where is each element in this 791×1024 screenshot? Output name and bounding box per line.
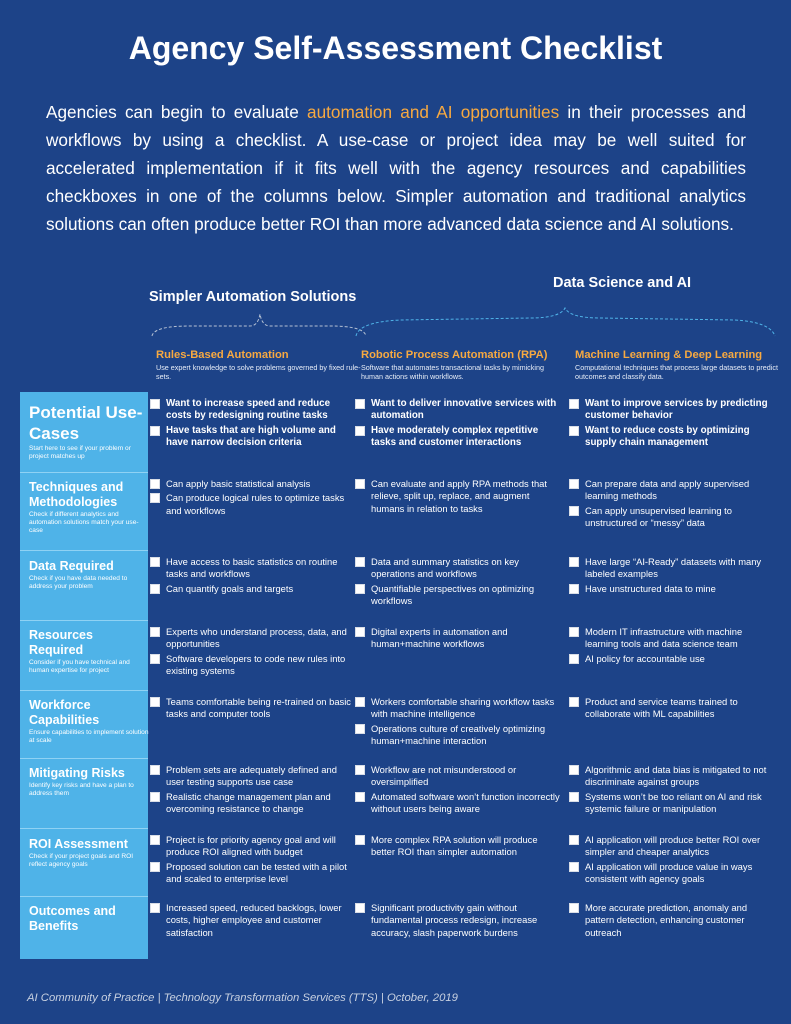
row-label-6	[29, 837, 149, 869]
checklist-item	[355, 764, 560, 789]
checklist-item-text: AI application will produce better ROI over simpler and cheaper analytics	[585, 834, 761, 858]
checklist-item-text: Want to improve services by predicting customer behavior	[585, 398, 768, 422]
checklist-item	[355, 626, 560, 651]
checkbox[interactable]	[355, 792, 365, 802]
checkbox[interactable]	[150, 765, 160, 775]
checklist-item	[150, 696, 355, 721]
checkbox[interactable]	[569, 792, 579, 802]
column-header-1	[361, 348, 566, 381]
checklist-item	[150, 425, 355, 450]
checklist-item	[150, 834, 355, 859]
checkbox[interactable]	[150, 697, 160, 707]
checklist-item	[569, 791, 774, 816]
checklist-cell	[150, 696, 355, 723]
checklist-item-text: Teams comfortable being re-trained on basic tasks and computer tools	[166, 696, 351, 720]
checkbox[interactable]	[355, 903, 365, 913]
row-label-2	[29, 559, 149, 591]
checklist-item-text: More complex RPA solution will produce better ROI than simpler automation	[371, 834, 538, 858]
row-label-5	[29, 766, 149, 798]
checklist-item	[150, 583, 355, 595]
checklist-item	[150, 902, 355, 939]
checklist-item	[150, 764, 355, 789]
intro-text-after: in their processes and workflows by using a checklist. A use-case or project idea may be well suited for accelerated implementation if it fits well with the agency resources and capabilities checkboxes in one of the columns below. Simpler automation and traditional analytics solutions can often produce better ROI than more advanced data science and AI solutions.	[46, 102, 746, 234]
checklist-item-text: Problem sets are adequately defined and user testing supports use case	[166, 764, 337, 788]
checklist-item	[355, 583, 560, 608]
checklist-item	[150, 478, 355, 490]
checklist-item	[569, 834, 774, 859]
checkbox[interactable]	[150, 835, 160, 845]
row-subtitle: Consider if you have technical and human expertise for project	[29, 659, 130, 674]
checklist-item	[355, 556, 560, 581]
checkbox[interactable]	[569, 584, 579, 594]
checkbox[interactable]	[569, 903, 579, 913]
row-subtitle: Ensure capabilities to implement solution at scale	[29, 729, 149, 744]
row-subtitle: Check if your project goals and ROI reflect agency goals	[29, 853, 134, 868]
checklist-cell	[150, 478, 355, 519]
row-label-3	[29, 628, 149, 675]
checkbox[interactable]	[569, 627, 579, 637]
group-label-data-science-ai: Data Science and AI	[553, 275, 692, 291]
checklist-item-text: Workflow are not misunderstood or oversimplified	[371, 764, 517, 788]
intro-highlight: automation and AI opportunities	[307, 102, 560, 122]
column-title: Rules-Based Automation	[156, 349, 289, 361]
checklist-item-text: Increased speed, reduced backlogs, lower costs, higher employee and customer satisfaction	[166, 902, 342, 938]
checklist-cell	[569, 764, 774, 817]
checklist-item-text: Can evaluate and apply RPA methods that relieve, split up, replace, and augment humans in relation to tasks	[371, 478, 547, 514]
checkbox[interactable]	[569, 862, 579, 872]
row-title: Potential Use-Cases	[29, 403, 143, 443]
grouping-braces	[150, 300, 780, 350]
intro-text-before: Agencies can begin to evaluate	[46, 102, 308, 122]
checklist-cell	[569, 696, 774, 723]
checklist-item-text: Realistic change management plan and overcoming resistance to change	[166, 790, 331, 814]
checkbox[interactable]	[150, 627, 160, 637]
checkbox[interactable]	[150, 426, 160, 436]
checklist-cell	[150, 764, 355, 817]
checkbox[interactable]	[569, 654, 579, 664]
row-label-1	[29, 480, 149, 535]
checklist-item-text: Project is for priority agency goal and will produce ROI aligned with budget	[166, 834, 336, 858]
checkbox[interactable]	[150, 557, 160, 567]
checklist-item	[569, 861, 774, 886]
checklist-item-text: Data and summary statistics on key operations and workflows	[371, 556, 519, 580]
checklist-item	[355, 478, 560, 515]
column-title: Machine Learning & Deep Learning	[575, 349, 763, 361]
checkbox[interactable]	[150, 903, 160, 913]
checklist-item	[150, 861, 355, 886]
checkbox[interactable]	[569, 765, 579, 775]
checklist-item	[569, 626, 774, 651]
checkbox[interactable]	[355, 835, 365, 845]
column-title: Robotic Process Automation (RPA)	[361, 349, 548, 361]
checklist-item	[150, 492, 355, 517]
row-title: Techniques and Methodologies	[29, 480, 124, 509]
checklist-item	[569, 478, 774, 503]
checklist-cell	[150, 398, 355, 451]
checklist-item-text: Have large “AI-Ready” datasets with many labeled examples	[585, 556, 762, 580]
row-divider	[20, 690, 148, 691]
column-subtitle: Computational techniques that process large datasets to predict outcomes and classify data.	[575, 363, 778, 381]
checkbox[interactable]	[355, 426, 365, 436]
checklist-item-text: Proposed solution can be tested with a pilot and scaled to enterprise level	[166, 860, 347, 884]
row-divider	[20, 550, 148, 551]
row-label-0	[29, 402, 149, 461]
checklist-cell	[569, 478, 774, 531]
checklist-item-text: Can produce logical rules to optimize tasks and workflows	[166, 492, 345, 516]
checklist-item	[355, 902, 560, 939]
checklist-item-text: Operations culture of creatively optimizing human+machine interaction	[371, 722, 546, 746]
checklist-cell	[569, 398, 774, 451]
checklist-cell	[355, 902, 560, 941]
row-title: Data Required	[29, 559, 114, 573]
checklist-item	[150, 653, 355, 678]
checklist-cell	[569, 556, 774, 597]
checklist-item	[569, 653, 774, 665]
group-label-simpler-automation: Simpler Automation Solutions	[149, 289, 357, 305]
checkbox[interactable]	[355, 479, 365, 489]
checkbox[interactable]	[569, 479, 579, 489]
checkbox[interactable]	[355, 557, 365, 567]
checkbox[interactable]	[150, 399, 160, 409]
row-subtitle: Check if you have data needed to address your problem	[29, 575, 128, 590]
checklist-item	[355, 425, 560, 450]
row-divider	[20, 620, 148, 621]
checklist-cell	[569, 834, 774, 887]
checklist-item-text: Have tasks that are high volume and have narrow decision criteria	[166, 424, 336, 448]
footer-credit: AI Community of Practice | Technology Transformation Services (TTS) | October, 2019	[27, 992, 458, 1004]
checklist-item-text: Quantifiable perspectives on optimizing workflows	[371, 582, 535, 606]
checklist-cell	[355, 696, 560, 749]
checkbox[interactable]	[569, 835, 579, 845]
checkbox[interactable]	[150, 654, 160, 664]
checklist-item-text: Product and service teams trained to collaborate with ML capabilities	[585, 696, 738, 720]
checklist-cell	[569, 626, 774, 667]
checklist-item	[569, 764, 774, 789]
checklist-item	[355, 398, 560, 423]
checklist-item	[150, 556, 355, 581]
row-title: Resources Required	[29, 628, 93, 657]
checklist-cell	[150, 834, 355, 887]
checkbox[interactable]	[355, 724, 365, 734]
column-header-0	[156, 348, 361, 381]
checklist-item-text: Systems won’t be too reliant on AI and risk systemic failure or manipulation	[585, 790, 762, 814]
checklist-item-text: Have access to basic statistics on routine tasks and workflows	[166, 556, 338, 580]
checklist-item-text: Modern IT infrastructure with machine learning tools and data science team	[585, 626, 743, 650]
checklist-cell	[150, 556, 355, 597]
row-title: Outcomes and Benefits	[29, 904, 116, 933]
checkbox[interactable]	[569, 426, 579, 436]
checklist-item-text: Want to reduce costs by optimizing supply chain management	[585, 424, 750, 448]
checkbox[interactable]	[150, 479, 160, 489]
checkbox[interactable]	[355, 584, 365, 594]
checklist-item	[569, 398, 774, 423]
checklist-item-text: Have moderately complex repetitive tasks and customer interactions	[371, 424, 539, 448]
checklist-item	[355, 696, 560, 721]
checklist-item	[355, 834, 560, 859]
row-title: Workforce Capabilities	[29, 698, 100, 727]
checklist-cell	[355, 478, 560, 517]
checklist-item	[569, 425, 774, 450]
checklist-cell	[355, 834, 560, 861]
checklist-item	[569, 902, 774, 939]
row-label-7	[29, 904, 149, 934]
row-divider	[20, 758, 148, 759]
checklist-item	[150, 626, 355, 651]
checklist-item-text: Experts who understand process, data, and opportunities	[166, 626, 347, 650]
checkbox[interactable]	[150, 584, 160, 594]
checklist-item	[569, 696, 774, 721]
checklist-cell	[569, 902, 774, 941]
checklist-item-text: Want to deliver innovative services with automation	[371, 398, 557, 422]
checklist-item-text: More accurate prediction, anomaly and pattern detection, enhancing customer outreach	[585, 902, 748, 938]
row-divider	[20, 472, 148, 473]
checklist-item	[150, 791, 355, 816]
checklist-item-text: Can prepare data and apply supervised learning methods	[585, 478, 750, 502]
checkbox[interactable]	[150, 792, 160, 802]
row-title: Mitigating Risks	[29, 766, 125, 780]
checklist-item-text: Can quantify goals and targets	[166, 582, 294, 594]
checklist-item-text: Software developers to code new rules into existing systems	[166, 652, 346, 676]
row-divider	[20, 828, 148, 829]
checklist-item-text: Workers comfortable sharing workflow tasks with machine intelligence	[371, 696, 555, 720]
checklist-item-text: AI policy for accountable use	[585, 652, 705, 664]
checklist-item-text: AI application will produce value in ways consistent with agency goals	[585, 860, 753, 884]
checklist-item	[355, 791, 560, 816]
checklist-item	[569, 505, 774, 530]
checklist-item	[150, 398, 355, 423]
checklist-cell	[355, 556, 560, 609]
checklist-item-text: Digital experts in automation and human+machine workflows	[371, 626, 508, 650]
row-label-panel	[20, 392, 148, 959]
checklist-item-text: Automated software won’t function incorrectly without users being aware	[371, 790, 560, 814]
checklist-item-text: Have unstructured data to mine	[585, 582, 716, 594]
checkbox[interactable]	[355, 765, 365, 775]
row-subtitle: Start here to see if your problem or project matches up	[29, 445, 131, 460]
checklist-item	[569, 583, 774, 595]
checkbox[interactable]	[150, 493, 160, 503]
checklist-item	[355, 723, 560, 748]
checklist-item-text: Can apply basic statistical analysis	[166, 478, 311, 489]
checklist-cell	[355, 398, 560, 451]
checkbox[interactable]	[569, 557, 579, 567]
checkbox[interactable]	[355, 697, 365, 707]
checkbox[interactable]	[150, 862, 160, 872]
row-label-4	[29, 698, 149, 745]
checklist-item-text: Significant productivity gain without fundamental process redesign, increase accuracy, slash paperwork burdens	[371, 902, 538, 938]
checkbox[interactable]	[569, 399, 579, 409]
checklist-item-text: Algorithmic and data bias is mitigated to not discriminate against groups	[585, 764, 767, 788]
column-subtitle: Software that automates transactional tasks by mimicking human actions within workflows.	[361, 363, 544, 381]
checklist-cell	[355, 764, 560, 817]
checkbox[interactable]	[355, 627, 365, 637]
row-subtitle: Check if different analytics and automation solutions match your use-case	[29, 511, 139, 534]
checklist-cell	[150, 902, 355, 941]
checklist-item-text: Want to increase speed and reduce costs by redesigning routine tasks	[166, 398, 331, 422]
row-subtitle: Identify key risks and have a plan to address them	[29, 782, 134, 797]
row-divider	[20, 896, 148, 897]
checklist-item-text: Can apply unsupervised learning to unstructured or “messy” data	[585, 504, 732, 528]
checkbox[interactable]	[569, 506, 579, 516]
checkbox[interactable]	[355, 399, 365, 409]
checklist-cell	[150, 626, 355, 679]
checklist-cell	[355, 626, 560, 653]
intro-paragraph	[46, 98, 746, 238]
page-title: Agency Self-Assessment Checklist	[128, 30, 663, 66]
column-header-2	[575, 348, 780, 381]
row-title: ROI Assessment	[29, 837, 128, 851]
column-subtitle: Use expert knowledge to solve problems governed by fixed rule-sets.	[156, 363, 361, 381]
checkbox[interactable]	[569, 697, 579, 707]
checklist-item	[569, 556, 774, 581]
